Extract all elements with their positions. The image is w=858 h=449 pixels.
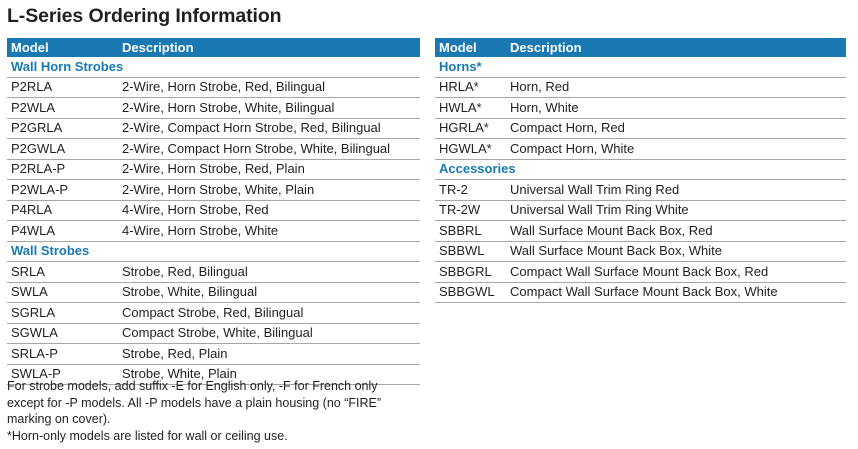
description-cell: Compact Horn, White (506, 139, 846, 160)
section-header-row (7, 241, 420, 262)
description-cell: 2-Wire, Horn Strobe, Red, Bilingual (118, 77, 420, 98)
table-row (7, 282, 420, 303)
table-row (7, 303, 420, 324)
footnote-line: marking on cover). (7, 412, 111, 426)
description-cell: Compact Strobe, White, Bilingual (118, 323, 420, 344)
table-row (435, 241, 846, 262)
description-cell: 2-Wire, Horn Strobe, White, Plain (118, 180, 420, 201)
table-row (435, 262, 846, 283)
section-header-row (435, 57, 846, 77)
table-row (7, 323, 420, 344)
description-cell: Strobe, White, Plain (118, 364, 420, 385)
table-row (7, 200, 420, 221)
description-cell: 2-Wire, Horn Strobe, White, Bilingual (118, 98, 420, 119)
right-ordering-table (435, 38, 846, 303)
page-title: L-Series Ordering Information (7, 5, 282, 27)
model-cell: P2RLA (7, 77, 118, 98)
column-header-description: Description (506, 38, 846, 57)
table-row (435, 98, 846, 119)
model-cell: HGWLA* (435, 139, 506, 160)
description-cell: Compact Wall Surface Mount Back Box, White (506, 282, 846, 303)
description-cell: Horn, White (506, 98, 846, 119)
table-row (7, 139, 420, 160)
column-header-description: Description (118, 38, 420, 57)
table-header-row (7, 38, 420, 57)
description-cell: Strobe, Red, Bilingual (118, 262, 420, 283)
model-cell: SRLA (7, 262, 118, 283)
model-cell: P2GWLA (7, 139, 118, 160)
description-cell: Strobe, Red, Plain (118, 344, 420, 365)
section-header-row (435, 159, 846, 180)
model-cell: SGRLA (7, 303, 118, 324)
description-cell: 2-Wire, Horn Strobe, Red, Plain (118, 159, 420, 180)
model-cell: HWLA* (435, 98, 506, 119)
section-title: Wall Horn Strobes (7, 57, 420, 77)
model-cell: SBBRL (435, 221, 506, 242)
footnote-line: except for -P models. All -P models have a plain housing (no “FIRE” (7, 395, 382, 410)
table-row (435, 180, 846, 201)
description-cell: Horn, Red (506, 77, 846, 98)
model-cell: HRLA* (435, 77, 506, 98)
description-cell: 2-Wire, Compact Horn Strobe, White, Bilingual (118, 139, 420, 160)
model-cell: SRLA-P (7, 344, 118, 365)
table-row (435, 118, 846, 139)
table-row (435, 221, 846, 242)
model-cell: SGWLA (7, 323, 118, 344)
table-row (7, 344, 420, 365)
description-cell: Universal Wall Trim Ring Red (506, 180, 846, 201)
description-cell: 2-Wire, Compact Horn Strobe, Red, Bilingual (118, 118, 420, 139)
table-row (7, 221, 420, 242)
table-row (7, 118, 420, 139)
model-cell: P4WLA (7, 221, 118, 242)
footnote-line: *Horn-only models are listed for wall or ceiling use. (7, 428, 288, 443)
description-cell: Compact Wall Surface Mount Back Box, Red (506, 262, 846, 283)
section-header-row (7, 57, 420, 77)
description-cell: Compact Strobe, Red, Bilingual (118, 303, 420, 324)
description-cell: 4-Wire, Horn Strobe, Red (118, 200, 420, 221)
model-cell: P2WLA (7, 98, 118, 119)
table-row (435, 139, 846, 160)
description-cell: Universal Wall Trim Ring White (506, 200, 846, 221)
section-title: Wall Strobes (7, 241, 420, 262)
model-cell: SWLA (7, 282, 118, 303)
column-header-model: Model (7, 38, 118, 57)
column-header-model: Model (435, 38, 506, 57)
model-cell: TR-2W (435, 200, 506, 221)
description-cell: Strobe, White, Bilingual (118, 282, 420, 303)
table-row (435, 282, 846, 303)
model-cell: P2RLA-P (7, 159, 118, 180)
description-cell: Wall Surface Mount Back Box, Red (506, 221, 846, 242)
description-cell: Wall Surface Mount Back Box, White (506, 241, 846, 262)
table-row (7, 77, 420, 98)
table-row (435, 200, 846, 221)
footnote-line: For strobe models, add suffix -E for English only, -F for French only (7, 379, 378, 393)
description-cell: 4-Wire, Horn Strobe, White (118, 221, 420, 242)
table-row (7, 159, 420, 180)
model-cell: TR-2 (435, 180, 506, 201)
table-row (435, 77, 846, 98)
table-row (7, 180, 420, 201)
table-row (7, 98, 420, 119)
model-cell: SWLA-P (7, 364, 118, 385)
model-cell: HGRLA* (435, 118, 506, 139)
model-cell: P4RLA (7, 200, 118, 221)
section-title: Accessories (435, 159, 846, 180)
table-row (7, 262, 420, 283)
section-title: Horns* (435, 57, 846, 77)
model-cell: SBBGRL (435, 262, 506, 283)
footnotes (7, 378, 427, 444)
description-cell: Compact Horn, Red (506, 118, 846, 139)
model-cell: P2GRLA (7, 118, 118, 139)
model-cell: SBBGWL (435, 282, 506, 303)
model-cell: P2WLA-P (7, 180, 118, 201)
model-cell: SBBWL (435, 241, 506, 262)
left-ordering-table (7, 38, 420, 385)
table-header-row (435, 38, 846, 57)
